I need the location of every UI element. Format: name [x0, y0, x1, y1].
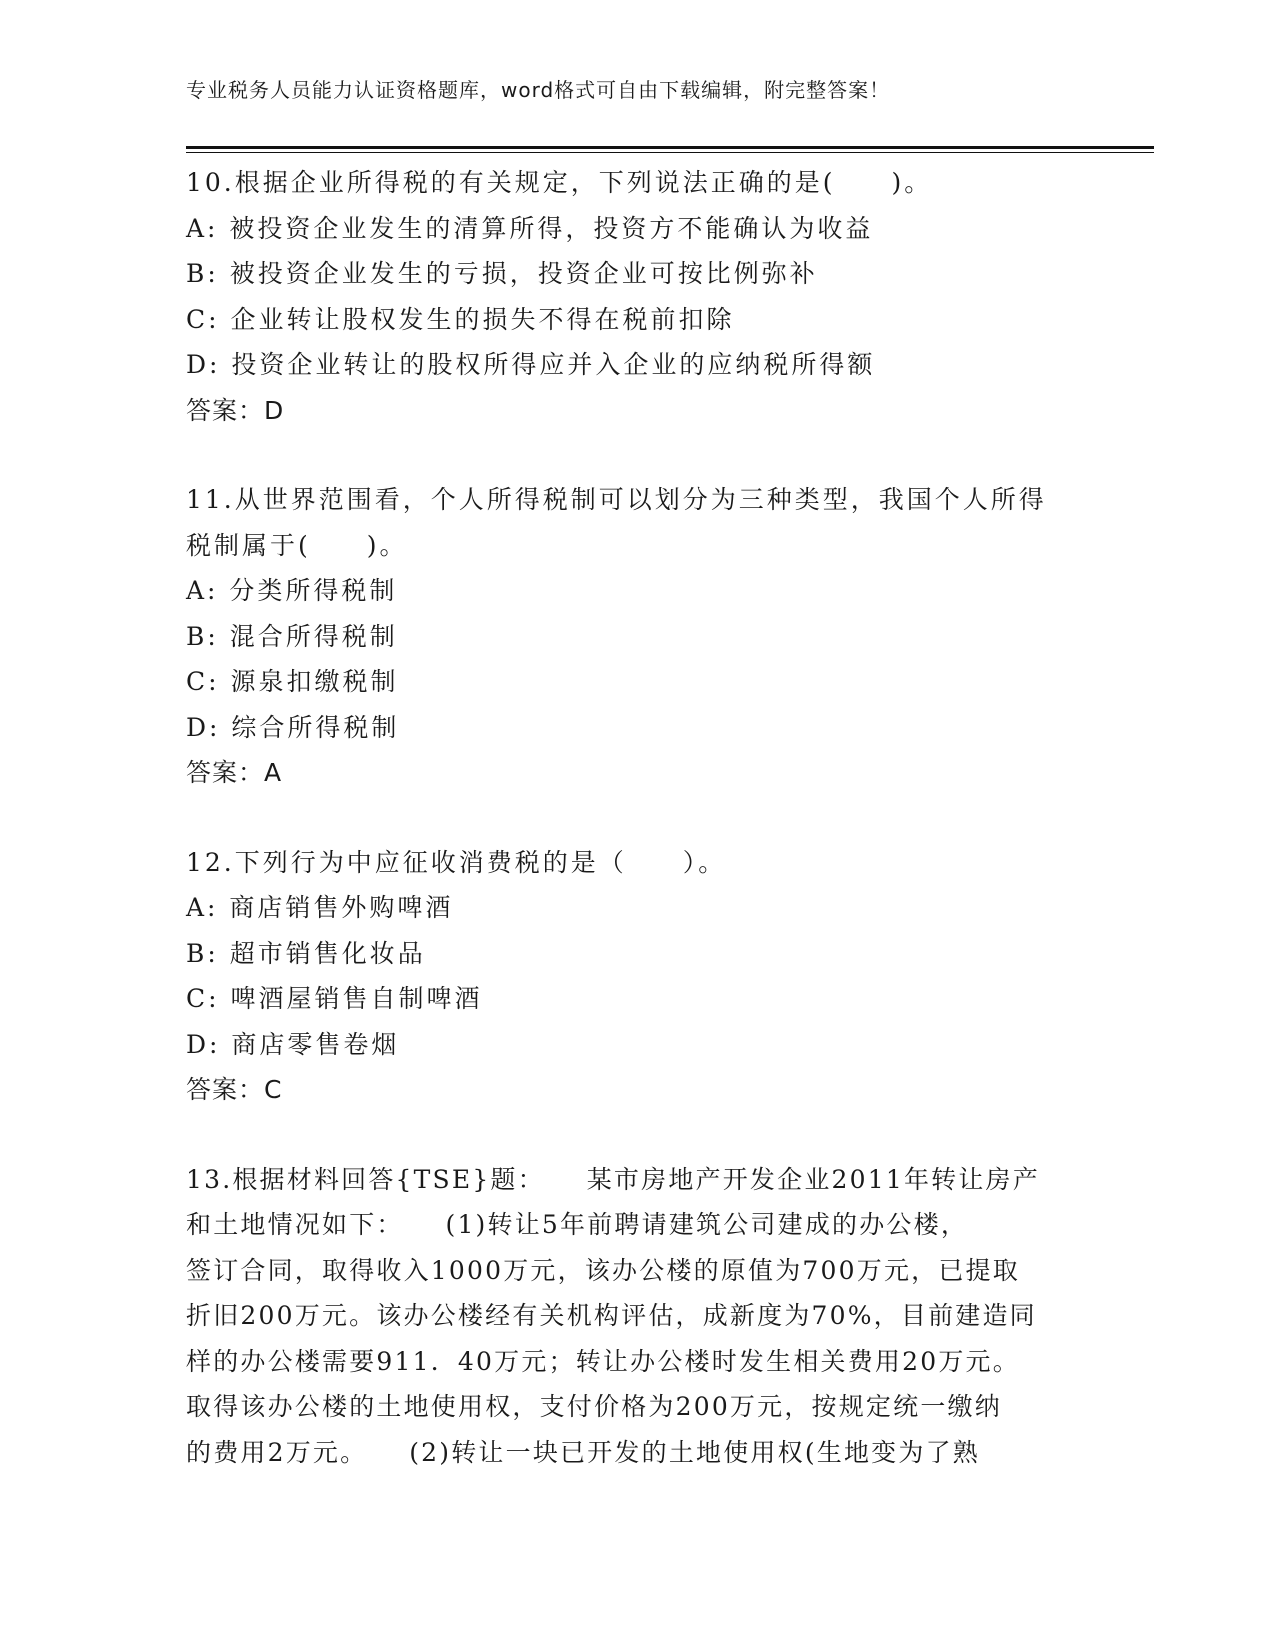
header-rule-thick	[186, 146, 1154, 149]
option-d: D: 商店零售卷烟	[186, 1029, 400, 1059]
question-stem: 税制属于( )。	[186, 530, 408, 560]
question-stem: 的费用2万元。 (2)转让一块已开发的土地使用权(生地变为了熟	[186, 1437, 980, 1467]
question-stem: 和土地情况如下： (1)转让5年前聘请建筑公司建成的办公楼，	[186, 1210, 969, 1239]
header-rule-thin	[186, 152, 1154, 153]
question-stem: 13.根据材料回答{TSE}题： 某市房地产开发企业2011年转让房产	[186, 1164, 1040, 1194]
option-d: D: 投资企业转让的股权所得应并入企业的应纳税所得额	[186, 350, 876, 379]
question-13	[186, 1157, 1086, 1476]
question-stem: 取得该办公楼的土地使用权，支付价格为200万元，按规定统一缴纳	[186, 1392, 1002, 1421]
question-stem: 11.从世界范围看，个人所得税制可以划分为三种类型，我国个人所得	[186, 485, 1047, 514]
question-stem: 10.根据企业所得税的有关规定，下列说法正确的是( )。	[186, 168, 933, 197]
option-a: A: 被投资企业发生的清算所得，投资方不能确认为收益	[186, 213, 874, 243]
question-10	[186, 160, 1086, 433]
option-a: A: 分类所得税制	[186, 576, 398, 605]
option-c: C: 啤酒屋销售自制啤酒	[186, 984, 483, 1013]
answer: 答案：C	[186, 1075, 283, 1104]
page-header: 专业税务人员能力认证资格题库，word格式可自由下载编辑，附完整答案！	[186, 78, 891, 102]
option-c: C: 企业转让股权发生的损失不得在税前扣除	[186, 304, 735, 334]
option-d: D: 综合所得税制	[186, 712, 400, 742]
option-c: C: 源泉扣缴税制	[186, 667, 399, 696]
answer: 答案：A	[186, 758, 283, 787]
question-12	[186, 840, 1086, 1113]
answer: 答案：D	[186, 395, 285, 425]
question-stem: 折旧200万元。该办公楼经有关机构评估，成新度为70%，目前建造同	[186, 1301, 1037, 1330]
option-a: A: 商店销售外购啤酒	[186, 893, 454, 922]
question-list	[186, 160, 1086, 1519]
question-11	[186, 477, 1086, 796]
question-stem: 签订合同，取得收入1000万元，该办公楼的原值为700万元，已提取	[186, 1255, 1020, 1285]
option-b: B: 被投资企业发生的亏损，投资企业可按比例弥补	[186, 259, 818, 288]
option-b: B: 混合所得税制	[186, 621, 398, 651]
question-stem: 样的办公楼需要911．40万元；转让办公楼时发生相关费用20万元。	[186, 1346, 1020, 1376]
option-b: B: 超市销售化妆品	[186, 938, 426, 968]
question-stem: 12.下列行为中应征收消费税的是（ ）。	[186, 847, 727, 877]
